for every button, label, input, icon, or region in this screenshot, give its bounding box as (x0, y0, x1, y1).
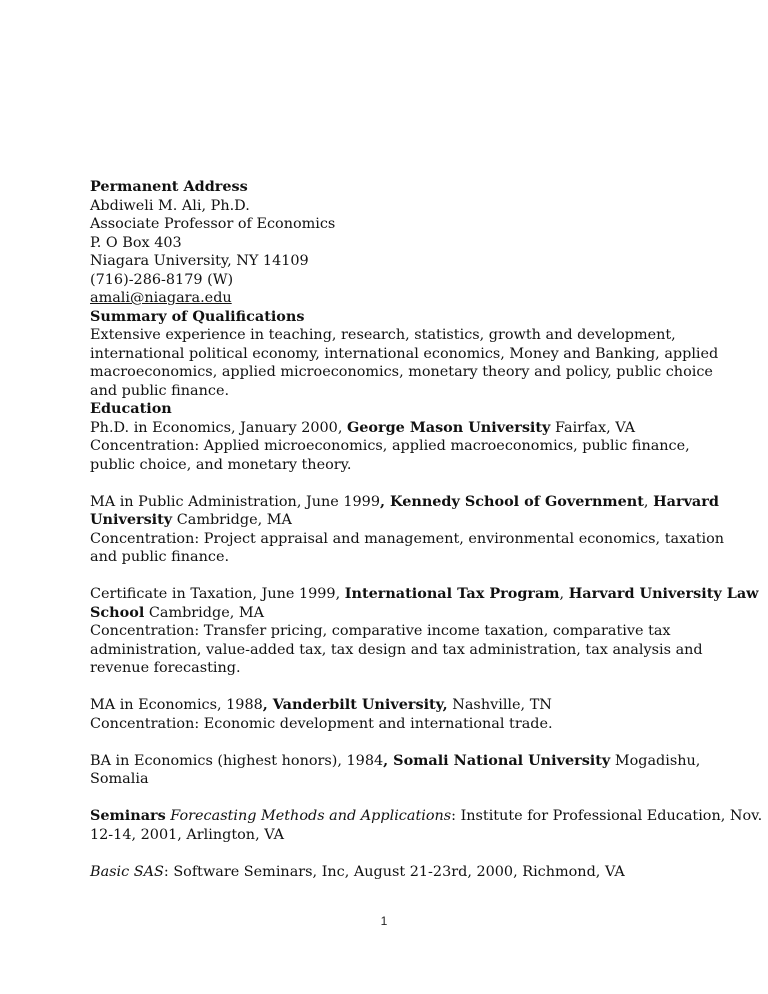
seminar-title: Basic SAS (90, 863, 164, 880)
phd-entry (90, 419, 690, 438)
cert-concentration-cont: revenue forecasting. (90, 660, 241, 676)
cert-entry (90, 585, 759, 604)
resume-document (90, 178, 763, 881)
mpa-concentration-cont: and public finance. (90, 549, 230, 565)
contact-title: Associate Professor of Economics (90, 216, 336, 232)
cert-program: International Tax Program (344, 585, 560, 602)
summary-line: macroeconomics, applied microeconomics, monetary theory and policy, public choice (90, 364, 713, 380)
ma-degree: MA in Economics, 1988 (90, 697, 263, 713)
cert-school-cont: School (90, 603, 145, 621)
cert-entry-cont (90, 604, 690, 623)
ba-entry (90, 751, 701, 771)
summary-line: international political economy, international economics, Money and Banking, applied (90, 345, 719, 362)
cert-separator: , (559, 586, 569, 602)
mpa-separator: , (643, 493, 654, 510)
cert-location: Cambridge, MA (144, 604, 265, 621)
contact-email-link[interactable]: amali@niagara.edu (90, 290, 232, 306)
seminar-entry (90, 863, 690, 882)
ma-school: , Vanderbilt University, (262, 696, 448, 713)
seminars-heading: Seminars (90, 807, 166, 824)
cert-degree: Certificate in Taxation, June 1999, (90, 586, 345, 602)
education-heading: Education (90, 400, 172, 417)
contact-city: Niagara University, NY 14109 (90, 253, 309, 269)
ma-location: Nashville, TN (447, 697, 552, 713)
phd-degree: Ph.D. in Economics, January 2000, (90, 419, 347, 436)
summary-heading: Summary of Qualifications (90, 307, 305, 325)
mpa-university: Harvard (653, 492, 719, 510)
summary-line: Extensive experience in teaching, research, statistics, growth and development, (90, 327, 676, 343)
seminar-title: Forecasting Methods and Applications (170, 808, 452, 824)
contact-po-box: P. O Box 403 (90, 234, 182, 251)
ma-entry (90, 696, 690, 715)
seminar-details-cont: 12-14, 2001, Arlington, VA (90, 826, 285, 843)
cert-school: Harvard University Law (568, 585, 759, 602)
cert-concentration-cont: administration, value-added tax, tax design and tax administration, tax analysis and (90, 641, 703, 658)
mpa-university-cont: University (90, 511, 173, 528)
seminar-details: : Institute for Professional Education, Nov. (451, 808, 763, 824)
cert-concentration: Concentration: Transfer pricing, comparative income taxation, comparative tax (90, 623, 671, 639)
mpa-concentration: Concentration: Project appraisal and management, environmental economics, taxation (90, 530, 725, 547)
seminar-details: : Software Seminars, Inc, August 21-23rd, 2000, Richmond, VA (163, 863, 625, 880)
phd-concentration-cont: public choice, and monetary theory. (90, 456, 352, 473)
phd-school: George Mason University (346, 418, 551, 436)
contact-phone: (716)-286-8179 (W) (90, 271, 234, 288)
ma-concentration: Concentration: Economic development and international trade. (90, 715, 553, 732)
phd-location: Fairfax, VA (550, 419, 636, 436)
permanent-address-heading: Permanent Address (90, 178, 248, 195)
mpa-entry-cont (90, 511, 690, 530)
mpa-school: , Kennedy School of Government (379, 492, 644, 510)
page-number: 1 (380, 914, 388, 928)
mpa-degree: MA in Public Administration, June 1999 (90, 493, 380, 510)
contact-name: Abdiweli M. Ali, Ph.D. (90, 197, 250, 214)
mpa-location: Cambridge, MA (172, 512, 292, 528)
summary-line: and public finance. (90, 382, 230, 399)
ba-location-cont: Somalia (90, 771, 149, 787)
ba-school: , Somali National University (383, 751, 611, 769)
mpa-entry (90, 492, 719, 512)
ba-degree: BA in Economics (highest honors), 1984 (90, 752, 384, 769)
ba-location: Mogadishu, (610, 752, 701, 769)
phd-concentration: Concentration: Applied microeconomics, applied macroeconomics, public finance, (90, 438, 690, 454)
seminar-entry (90, 807, 763, 826)
